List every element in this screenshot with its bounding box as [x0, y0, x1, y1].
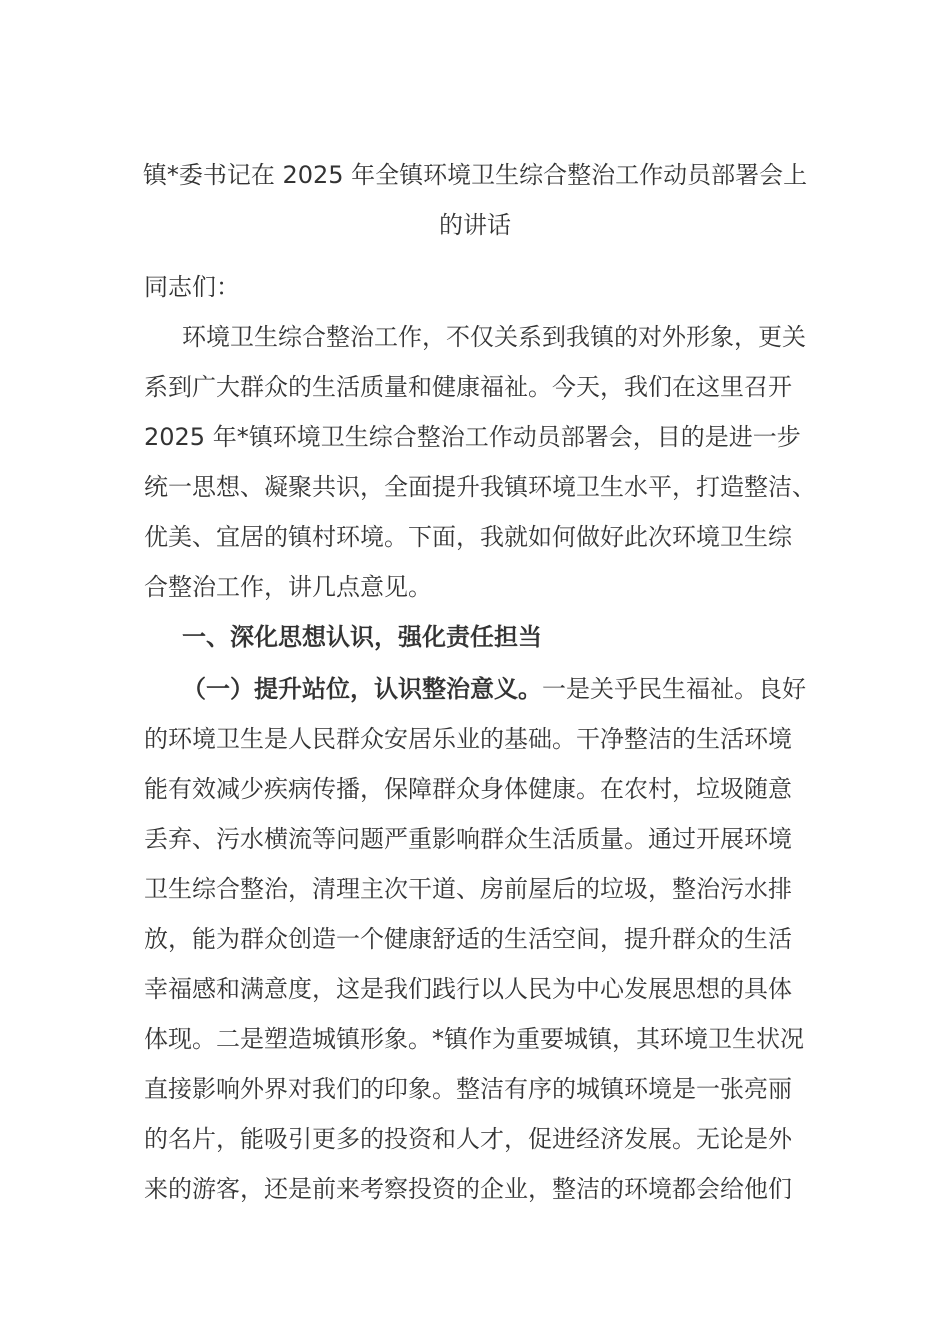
- intro-line: 合整治工作，讲几点意见。: [144, 573, 432, 601]
- intro-line: 优美、宜居的镇村环境。下面，我就如何做好此次环境卫生综: [144, 523, 792, 551]
- subsection-first-line-text: 一是关乎民生福祉。良好: [542, 675, 806, 703]
- subsection-heading: （一）提升站位，认识整治意义。: [182, 675, 542, 703]
- body-line: 体现。二是塑造城镇形象。*镇作为重要城镇，其环境卫生状况: [144, 1025, 804, 1053]
- body-line: 能有效减少疾病传播，保障群众身体健康。在农村，垃圾随意: [144, 775, 792, 803]
- salutation: 同志们：: [144, 273, 240, 301]
- body-line: 的名片，能吸引更多的投资和人才，促进经济发展。无论是外: [144, 1125, 792, 1153]
- body-line: 卫生综合整治，清理主次干道、房前屋后的垃圾，整治污水排: [144, 875, 792, 903]
- subsection-first-line: [182, 674, 806, 704]
- body-line: 来的游客，还是前来考察投资的企业，整洁的环境都会给他们: [144, 1175, 792, 1203]
- body-line: 放，能为群众创造一个健康舒适的生活空间，提升群众的生活: [144, 925, 792, 953]
- document-title-line-2: 的讲话: [439, 211, 511, 239]
- body-line: 的环境卫生是人民群众安居乐业的基础。干净整洁的生活环境: [144, 725, 792, 753]
- body-line: 直接影响外界对我们的印象。整洁有序的城镇环境是一张亮丽: [144, 1075, 792, 1103]
- section-heading: 一、深化思想认识，强化责任担当: [182, 623, 542, 651]
- intro-line: 环境卫生综合整治工作，不仅关系到我镇的对外形象，更关: [182, 323, 806, 351]
- intro-line: 统一思想、凝聚共识，全面提升我镇环境卫生水平，打造整洁、: [144, 473, 816, 501]
- body-line: 幸福感和满意度，这是我们践行以人民为中心发展思想的具体: [144, 975, 792, 1003]
- intro-line: 系到广大群众的生活质量和健康福祉。今天，我们在这里召开: [144, 373, 792, 401]
- body-line: 丢弃、污水横流等问题严重影响群众生活质量。通过开展环境: [144, 825, 792, 853]
- document-title-line-1: 镇*委书记在 2025 年全镇环境卫生综合整治工作动员部署会上: [142, 161, 808, 189]
- intro-line: 2025 年*镇环境卫生综合整治工作动员部署会，目的是进一步: [144, 423, 801, 451]
